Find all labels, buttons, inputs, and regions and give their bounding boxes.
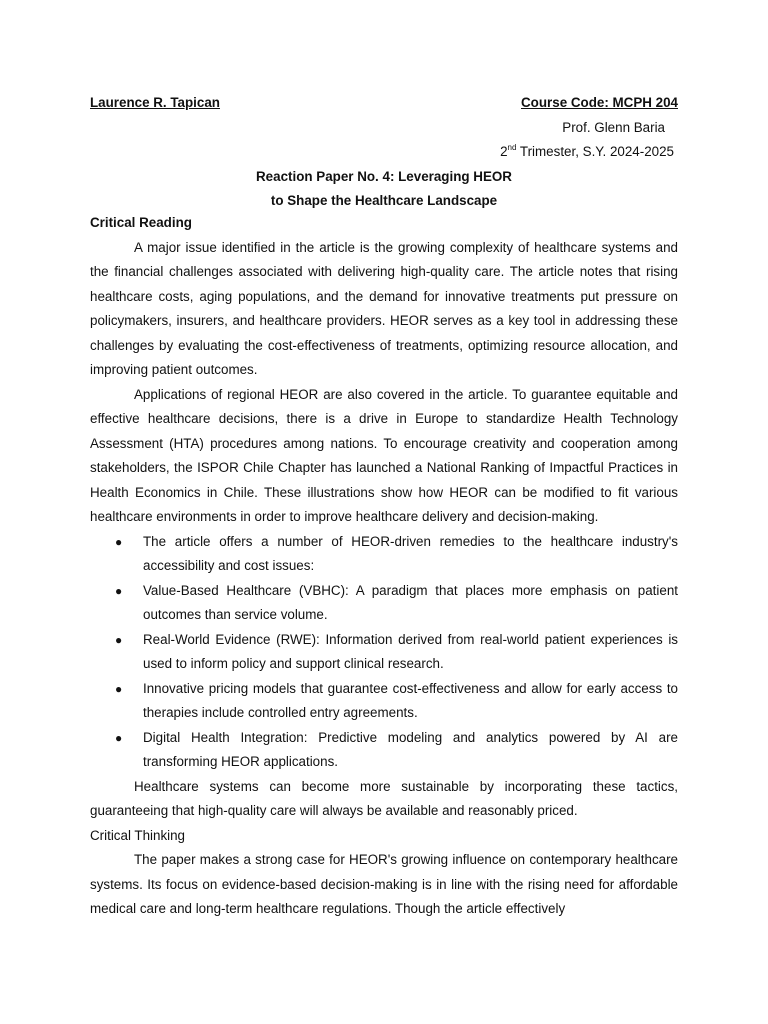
list-item xyxy=(90,579,678,628)
list-item xyxy=(90,530,678,579)
paper-title-line-1: Reaction Paper No. 4: Leveraging HEOR xyxy=(256,168,512,184)
list-item xyxy=(90,726,678,775)
course-code: Course Code: MCPH 204 xyxy=(521,95,678,110)
section-heading-critical-reading: Critical Reading xyxy=(90,215,192,230)
bullet-icon: ● xyxy=(115,583,123,598)
bullet-icon: ● xyxy=(115,730,123,745)
paragraph: The paper makes a strong case for HEOR's growing influence on contemporary healthcare systems. Its focus on evidence-based decision-making is in line with the rising need for affordable medical care and long-term healthcare regulations. Though the article effectively xyxy=(90,852,678,916)
bullet-icon: ● xyxy=(115,632,123,647)
paper-header xyxy=(90,91,678,214)
list-item xyxy=(90,677,678,726)
term-line xyxy=(90,140,678,165)
list-item xyxy=(90,628,678,677)
paper-title-line-2: to Shape the Healthcare Landscape xyxy=(270,193,498,208)
list-item-text: Real-World Evidence (RWE): Information derived from real-world patient experiences is used to inform policy and support clinical research. xyxy=(143,631,678,671)
paragraph: A major issue identified in the article is the growing complexity of healthcare systems and the financial challenges associated with delivering high-quality care. The article notes that rising healthcare costs, aging populations, and the demand for innovative treatments put pressure on policymakers, insurers, and healthcare providers. HEOR serves as a key tool in addressing these challenges by evaluating the cost-effectiveness of treatments, optimizing resource allocation, and improving patient outcomes. xyxy=(90,239,678,377)
term-rest: Trimester, S.Y. 2024-2025 xyxy=(516,144,674,159)
list-item-text: Digital Health Integration: Predictive modeling and analytics powered by AI are transforming HEOR applications. xyxy=(143,729,678,769)
header-row xyxy=(90,91,678,116)
paragraph: Healthcare systems can become more sustainable by incorporating these tactics, guaranteeing that high-quality care will always be available and reasonably priced. xyxy=(90,778,678,818)
remedies-list xyxy=(90,530,678,775)
term-suffix: nd xyxy=(507,142,517,152)
term-number: 2 xyxy=(500,144,508,159)
bullet-icon: ● xyxy=(115,534,123,549)
list-item-text: The article offers a number of HEOR-driven remedies to the healthcare industry's accessibility and cost issues: xyxy=(143,533,678,573)
bullet-icon: ● xyxy=(115,681,123,696)
professor-name: Prof. Glenn Baria xyxy=(562,119,665,135)
paragraph: Applications of regional HEOR are also covered in the article. To guarantee equitable and effective healthcare decisions, there is a drive in Europe to standardize Health Technology Assessment (HTA) procedures among nations. To encourage creativity and cooperation among stakeholders, the ISPOR Chile Chapter has launched a National Ranking of Impactful Practices in Health Economics in Chile. These illustrations show how HEOR can be modified to fit various healthcare environments in order to improve healthcare delivery and decision-making. xyxy=(90,386,678,524)
list-item-text: Value-Based Healthcare (VBHC): A paradigm that places more emphasis on patient outcomes than service volume. xyxy=(143,582,678,622)
list-item-text: Innovative pricing models that guarantee cost-effectiveness and allow for early access to therapies include controlled entry agreements. xyxy=(143,680,678,720)
section-heading-critical-thinking: Critical Thinking xyxy=(90,827,186,843)
author-name: Laurence R. Tapican xyxy=(90,95,220,110)
paper-body xyxy=(90,211,678,922)
